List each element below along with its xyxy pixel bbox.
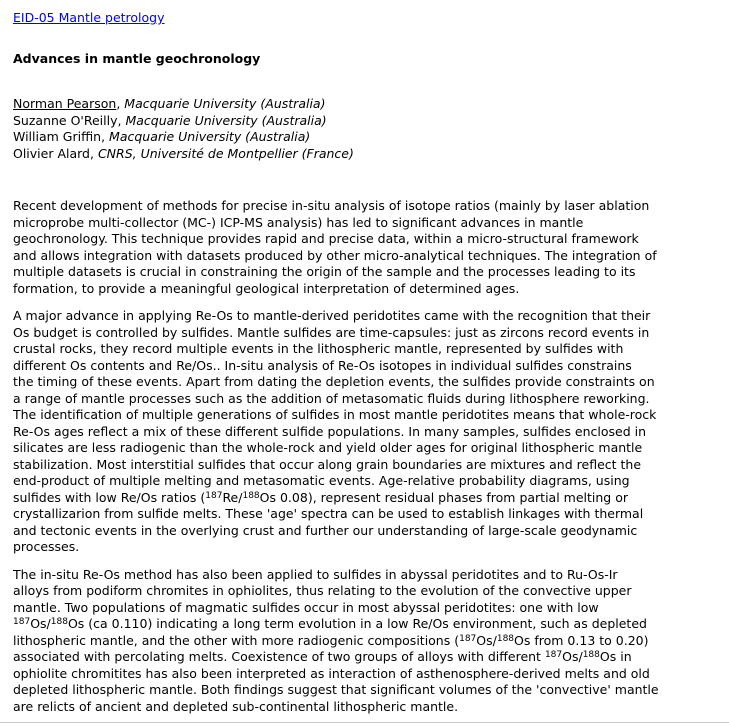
abstract-line: silicates are less radiogenic than the whole-rock and yield older ages for original lithospheric mantle xyxy=(13,440,643,455)
abstract-paragraph xyxy=(13,308,719,556)
author-affiliation: Macquarie University (Australia) xyxy=(124,96,326,111)
abstract-line: lithospheric mantle, and the other with more radiogenic compositions ($^{187}$Os/$^{188}$Os from 0.13 to 0.20) xyxy=(13,632,649,648)
author-name: Olivier Alard xyxy=(13,145,90,161)
author-affiliation: CNRS, Université de Montpellier (France) xyxy=(97,145,354,161)
author-name: Norman Pearson xyxy=(13,96,117,111)
session-link-row xyxy=(13,10,719,27)
page-title: Advances in mantle geochronology xyxy=(13,50,261,66)
bottom-divider xyxy=(0,722,729,723)
abstract-line: stabilization. Most interstitial sulfides that occur along grain boundaries are mixtures and reflect the xyxy=(13,456,642,472)
session-link[interactable]: EID-05 Mantle petrology xyxy=(13,10,165,25)
abstract-line: mantle. Two populations of magmatic sulfides occur in most abyssal peridotites: one with low xyxy=(13,599,599,615)
isotope-superscript: 188 xyxy=(496,633,515,644)
abstract-line: processes. xyxy=(13,539,80,554)
abstract-line: Re-Os ages reflect a mix of these different sulfide populations. In many samples, sulfides enclosed in xyxy=(13,423,647,439)
abstract-line: $^{187}$Os/$^{188}$Os (ca 0.110) indicating a long term evolution in a low Re/Os environment, such as depleted xyxy=(13,616,647,631)
isotope-superscript: 187 xyxy=(459,633,477,644)
abstract-line: Recent development of methods for precise in-situ analysis of isotope ratios (mainly by laser ablation xyxy=(13,198,650,213)
isotope-superscript: 188 xyxy=(50,617,68,627)
abstract-line: a range of mantle processes such as the addition of metasomatic fluids during lithosphere reworking. xyxy=(13,390,650,406)
author-name: Suzanne O'Reilly xyxy=(13,112,118,128)
abstract-line: depleted lithospheric mantle. Both findings suggest that significant volumes of the 'convective' mantle xyxy=(13,682,659,697)
abstract-line: multiple datasets is crucial in constraining the origin of the sample and the processes leading to its xyxy=(13,264,636,279)
abstract-line: ophiolite chromitites has also been interpreted as interaction of asthenosphere-derived melts and old xyxy=(13,665,650,681)
abstract-line: are relicts of ancient and depleted sub-continental lithospheric mantle. xyxy=(13,698,459,714)
abstract-body xyxy=(13,198,719,715)
isotope-superscript: 187 xyxy=(544,650,563,660)
abstract-line: A major advance in applying Re-Os to mantle-derived peridotites came with the recognition that their xyxy=(13,308,651,323)
abstract-line: and allows integration with datasets produced by other micro-analytical techniques. The integration of xyxy=(13,247,657,263)
author-list xyxy=(13,96,719,162)
author-affiliation: Macquarie University (Australia) xyxy=(109,129,311,144)
author-row: Norman Pearson, Macquarie University (Australia) xyxy=(13,96,326,111)
abstract-paragraph xyxy=(13,198,719,297)
author-name: William Griffin xyxy=(13,129,102,144)
isotope-superscript: 187 xyxy=(205,490,223,501)
abstract-line: microprobe multi-collector (MC-) ICP-MS analysis) has led to significant advances in mantle xyxy=(13,214,584,230)
abstract-line: the timing of these events. Apart from dating the depletion events, the sulfides provide constraints on xyxy=(13,374,655,389)
author-affiliation: Macquarie University (Australia) xyxy=(125,112,327,128)
abstract-line: crystallizarion from sulfide melts. These 'age' spectra can be used to establish linkages with thermal xyxy=(13,506,644,521)
abstract-line: associated with percolating melts. Coexistence of two groups of alloys with different $^{187}$Os/$^{188}$Os in xyxy=(13,649,632,664)
isotope-superscript: 187 xyxy=(13,617,31,627)
isotope-superscript: 188 xyxy=(582,650,600,660)
abstract-line: end-product of multiple melting and metasomatic events. Age-relative probability diagrams, using xyxy=(13,473,630,488)
author-row: William Griffin, Macquarie University (Australia) xyxy=(13,129,311,144)
abstract-line: The in-situ Re-Os method has also been applied to sulfides in abyssal peridotites and to Ru-Os-Ir xyxy=(13,566,618,582)
isotope-superscript: 188 xyxy=(242,490,260,501)
abstract-line: formation, to provide a meaningful geological interpretation of determined ages. xyxy=(13,280,520,296)
abstract-line: The identification of multiple generations of sulfides in most mantle peridotites means that whole-rock xyxy=(13,407,657,422)
abstract-line: crustal rocks, they record multiple events in the lithospheric mantle, represented by sulfides with xyxy=(13,341,624,356)
abstract-line: geochronology. This technique provides rapid and precise data, within a micro-structural framework xyxy=(13,231,639,246)
abstract-line: Os budget is controlled by sulfides. Mantle sulfides are time-capsules: just as zircons record events in xyxy=(13,324,650,340)
author-row: Olivier Alard, CNRS, Université de Montpellier (France) xyxy=(13,145,354,161)
abstract-line: sulfides with low Re/Os ratios ($^{187}$Re/$^{188}$Os 0.08), represent residual phases from partial melting or xyxy=(13,489,628,505)
abstract-line: and tectonic events in the overlying crust and further our understanding of large-scale geodynamic xyxy=(13,522,638,538)
abstract-paragraph xyxy=(13,567,719,716)
abstract-line: different Os contents and Re/Os.. In-situ analysis of Re-Os isotopes in individual sulfides constrains xyxy=(13,357,632,373)
abstract-line: alloys from podiform chromites in ophiolites, thus relating to the evolution of the convective upper xyxy=(13,583,632,598)
author-row: Suzanne O'Reilly, Macquarie University (Australia) xyxy=(13,112,327,128)
